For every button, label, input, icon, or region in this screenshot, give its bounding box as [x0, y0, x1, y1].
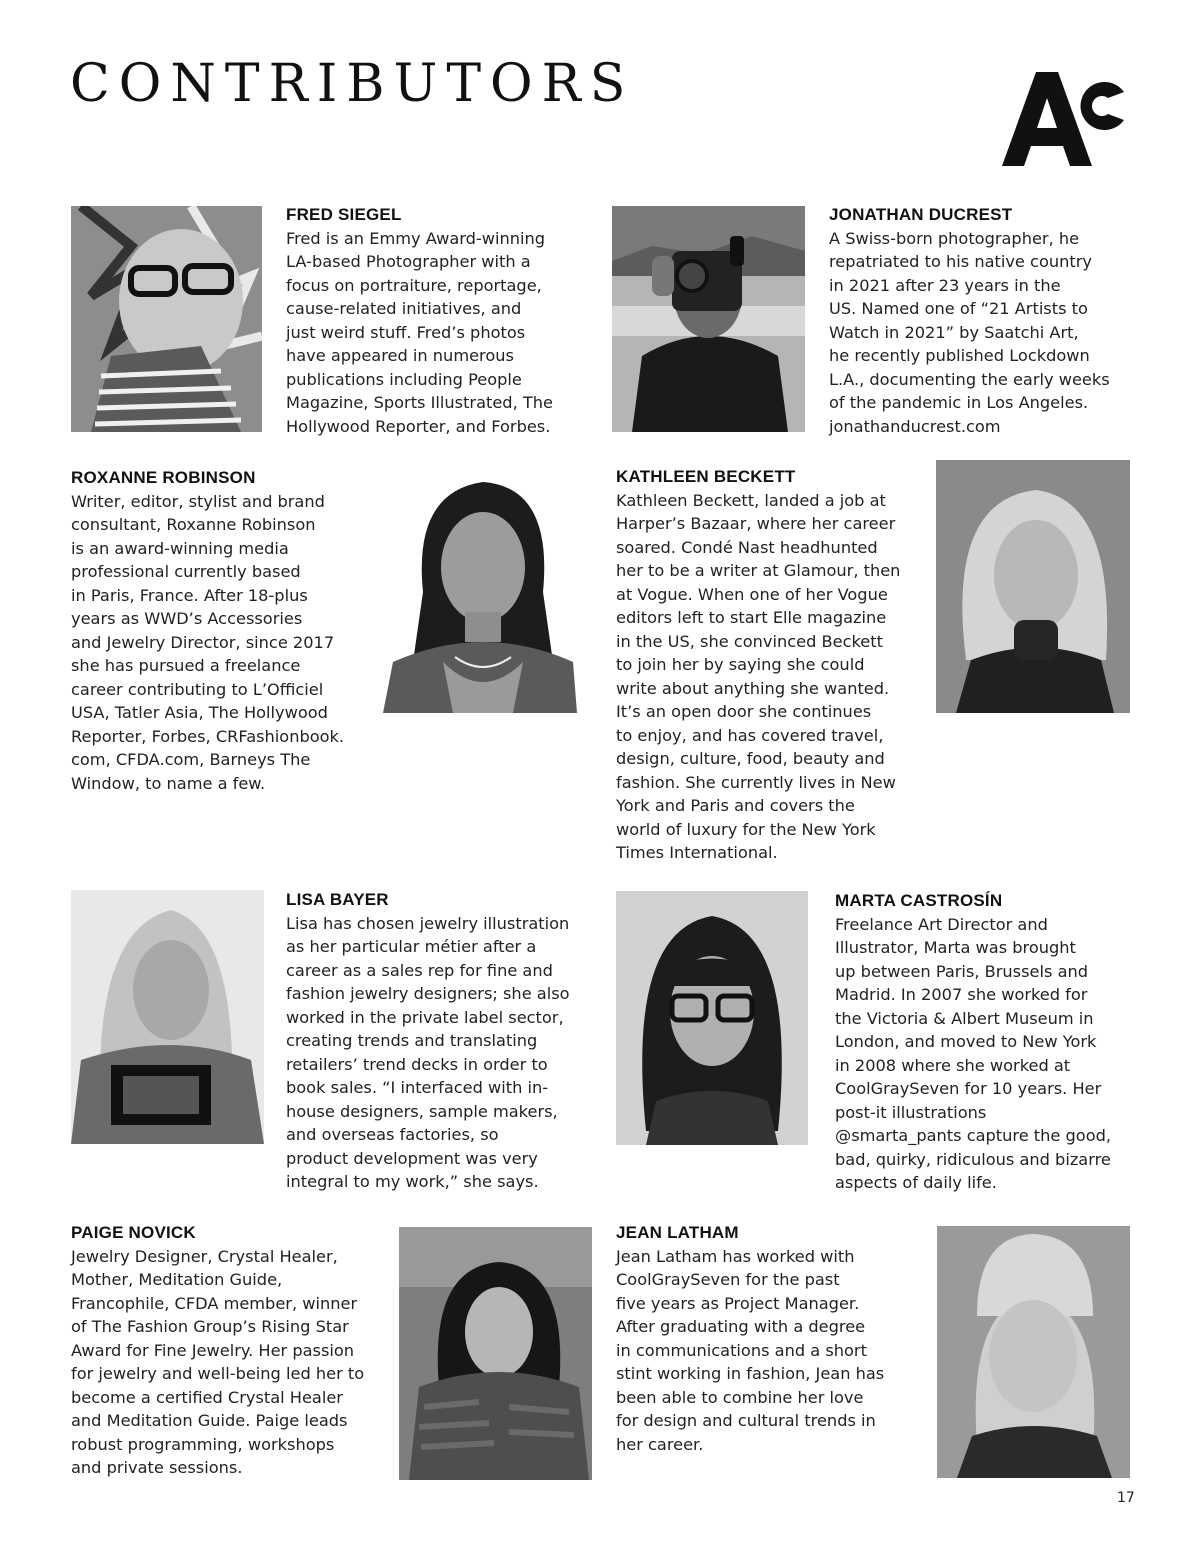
contributor-paige-novick [71, 1221, 381, 1480]
marta-castrosin-portrait [616, 891, 808, 1145]
lisa-bayer-portrait [71, 890, 264, 1144]
paige-novick-portrait [399, 1227, 592, 1480]
contributor-lisa-bayer [286, 888, 586, 1194]
contributor-name: PAIGE NOVICK [71, 1223, 196, 1242]
contributor-bio: A Swiss-born photographer, he repatriated to his native country in 2021 after 23 years in the US. Named one of “21 Artists to Watch in 2021” by Saatchi Art, he recently published Lockdown L.A., documenting the early weeks of the pandemic in Los Angeles. jonathanducrest.com [829, 228, 1110, 436]
page-number: 17 [1117, 1490, 1135, 1506]
contributor-bio: Jewelry Designer, Crystal Healer, Mother, Meditation Guide, Francophile, CFDA member, winner of The Fashion Group’s Rising Star Award for Fine Jewelry. Her passion for jewelry and well-being led her to become a certified Crystal Healer and Meditation Guide. Paige leads robust programming, workshops and private sessions. [71, 1246, 365, 1477]
contributor-bio: Lisa has chosen jewelry illustration as her particular métier after a career as a sales rep for fine and fashion jewelry designers; she also worked in the private label sector, creating trends and translating retailers’ trend decks in order to book sales. “I interfaced with in- house designers, sample makers, and overseas factories, so product development was very integral to my work,” she says. [286, 913, 570, 1191]
contributor-bio: Writer, editor, stylist and brand consultant, Roxanne Robinson is an award-winning media professional currently based in Paris, France. After 18-plus years as WWD’s Accessories and Jewelry Director, since 2017 she has pursued a freelance career contributing to L’Officiel USA, Tatler Asia, The Hollywood Reporter, Forbes, CRFashionbook. com, CFDA.com, Barneys The Window, to name a few. [71, 491, 345, 793]
contributor-name: ROXANNE ROBINSON [71, 468, 256, 487]
ac-logo [1002, 72, 1130, 166]
contributor-jonathan-ducrest [829, 203, 1129, 438]
contributor-roxanne-robinson [71, 466, 371, 795]
page-title: CONTRIBUTORS [70, 54, 635, 114]
contributor-name: MARTA CASTROSÍN [835, 891, 1003, 910]
jonathan-ducrest-portrait [612, 206, 805, 432]
contributor-bio: Freelance Art Director and Illustrator, Marta was brought up between Paris, Brussels and Madrid. In 2007 she worked for the Victoria & Albert Museum in London, and moved to New York in 2008 where she worked at CoolGraySeven for 10 years. Her post-it illustrations @smarta_pants capture the good, bad, quirky, ridiculous and bizarre aspects of daily life. [835, 914, 1112, 1192]
contributor-jean-latham [616, 1221, 916, 1456]
contributor-bio: Kathleen Beckett, landed a job at Harper’s Bazaar, where her career soared. Condé Nast headhunted her to be a writer at Glamour, then at Vogue. When one of her Vogue editors left to start Elle magazine in the US, she convinced Beckett to join her by saying she could write about anything she wanted. It’s an open door she continues to enjoy, and has covered travel, design, culture, food, beauty and fashion. She currently lives in New York and Paris and covers the world of luxury for the New York Times International. [616, 490, 901, 862]
contributor-marta-castrosin [835, 889, 1135, 1195]
contributor-bio: Jean Latham has worked with CoolGraySeven for the past five years as Project Manager. After graduating with a degree in communications and a short stint working in fashion, Jean has been able to combine her love for design and cultural trends in her career. [616, 1246, 885, 1454]
contributor-name: JEAN LATHAM [616, 1223, 739, 1242]
fred-siegel-portrait [71, 206, 262, 432]
contributor-fred-siegel [286, 203, 576, 438]
contributor-kathleen-beckett [616, 465, 916, 865]
kathleen-beckett-portrait [936, 460, 1130, 713]
roxanne-robinson-portrait [383, 462, 577, 713]
jean-latham-portrait [937, 1226, 1130, 1478]
contributor-name: JONATHAN DUCREST [829, 205, 1013, 224]
contributor-name: KATHLEEN BECKETT [616, 467, 796, 486]
contributor-bio: Fred is an Emmy Award-winning LA-based Photographer with a focus on portraiture, reportage, cause-related initiatives, and just weird stuff. Fred’s photos have appeared in numerous publications including People Magazine, Sports Illustrated, The Hollywood Reporter, and Forbes. [286, 228, 553, 436]
contributor-name: LISA BAYER [286, 890, 389, 909]
contributor-name: FRED SIEGEL [286, 205, 402, 224]
